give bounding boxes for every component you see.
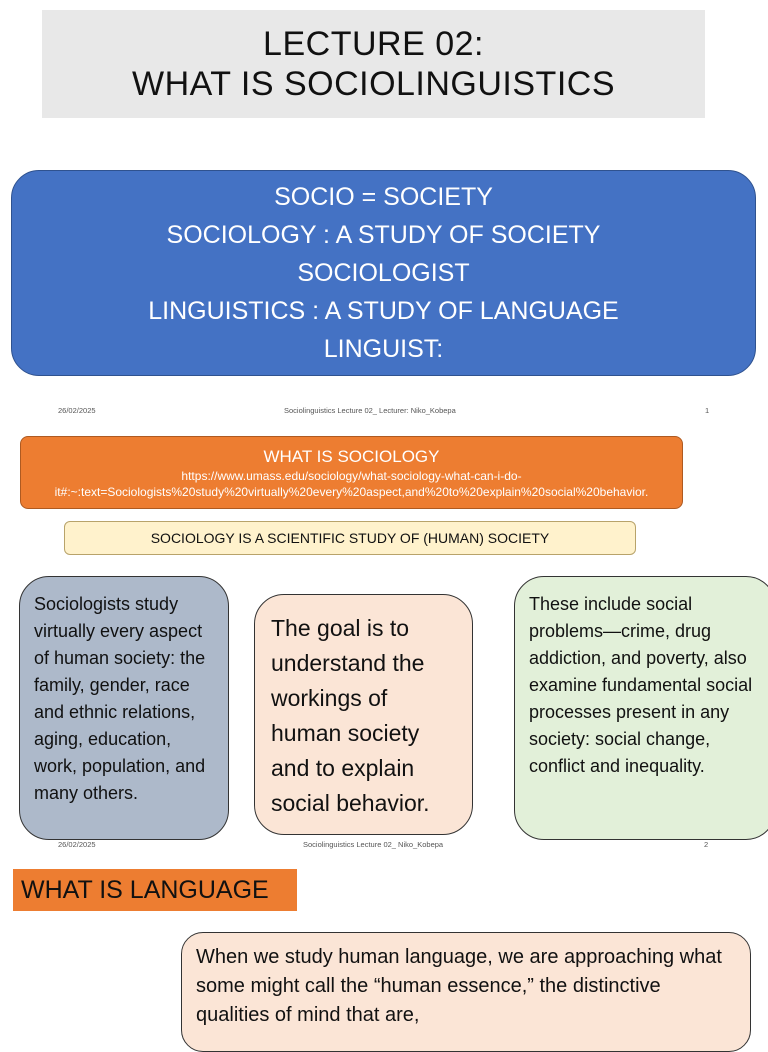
definition-linguistics: LINGUISTICS : A STUDY OF LANGUAGE [148,297,619,325]
card-goal [254,594,473,835]
definition-linguist: LINGUIST: [323,335,444,363]
card-social-problems [514,576,768,840]
title-line-2: WHAT IS SOCIOLINGUISTICS [131,65,616,103]
definitions-box [11,170,756,376]
slide2-footer-page: 2 [704,840,709,849]
language-card [181,932,751,1052]
title-line-1: LECTURE 02: [263,25,484,63]
sociology-url-line-1[interactable]: https://www.umass.edu/sociology/what-sociology-what-can-i-do- [181,468,522,483]
sociology-definition-box [64,521,636,555]
definition-socio: SOCIO = SOCIETY [274,183,493,211]
definition-sociologist: SOCIOLOGIST [297,259,470,287]
card-sociologists-study [19,576,229,840]
card-goal-text: The goal is to understand the workings of human society and to explain social behavior. [271,615,430,816]
card-sociologists-study-text: Sociologists study virtually every aspect of human society: the family, gender, race and ethnic relations, aging, education, work, population, and many others. [34,594,206,803]
sociology-url-line-2[interactable]: it#:~:text=Sociologists%20study%20virtually%20every%20aspect,and%20to%20explain%20social%20behavior. [54,484,649,499]
lecture-title [42,10,705,118]
sociology-heading-box [20,436,683,509]
sociology-heading: WHAT IS SOCIOLOGY [263,446,440,466]
slide1-footer-date: 26/02/2025 [58,406,96,415]
language-heading-text: WHAT IS LANGUAGE [21,875,269,904]
sociology-definition: SOCIOLOGY IS A SCIENTIFIC STUDY OF (HUMAN) SOCIETY [150,530,550,546]
slide1-footer-center: Sociolinguistics Lecture 02_ Lecturer: Niko_Kobepa [284,406,456,415]
slide1-footer-page: 1 [705,406,710,415]
slide2-footer-date: 26/02/2025 [58,840,96,849]
language-heading [13,869,297,911]
card-social-problems-text: These include social problems—crime, drug addiction, and poverty, also examine fundamental social processes present in any society: social change, conflict and inequality. [529,594,753,776]
definition-sociology: SOCIOLOGY : A STUDY OF SOCIETY [166,221,601,249]
language-card-text: When we study human language, we are approaching what some might call the “human essence,” the distinctive qualities of mind that are, [196,946,722,1026]
slide2-footer-center: Sociolinguistics Lecture 02_ Niko_Kobepa [303,840,444,849]
